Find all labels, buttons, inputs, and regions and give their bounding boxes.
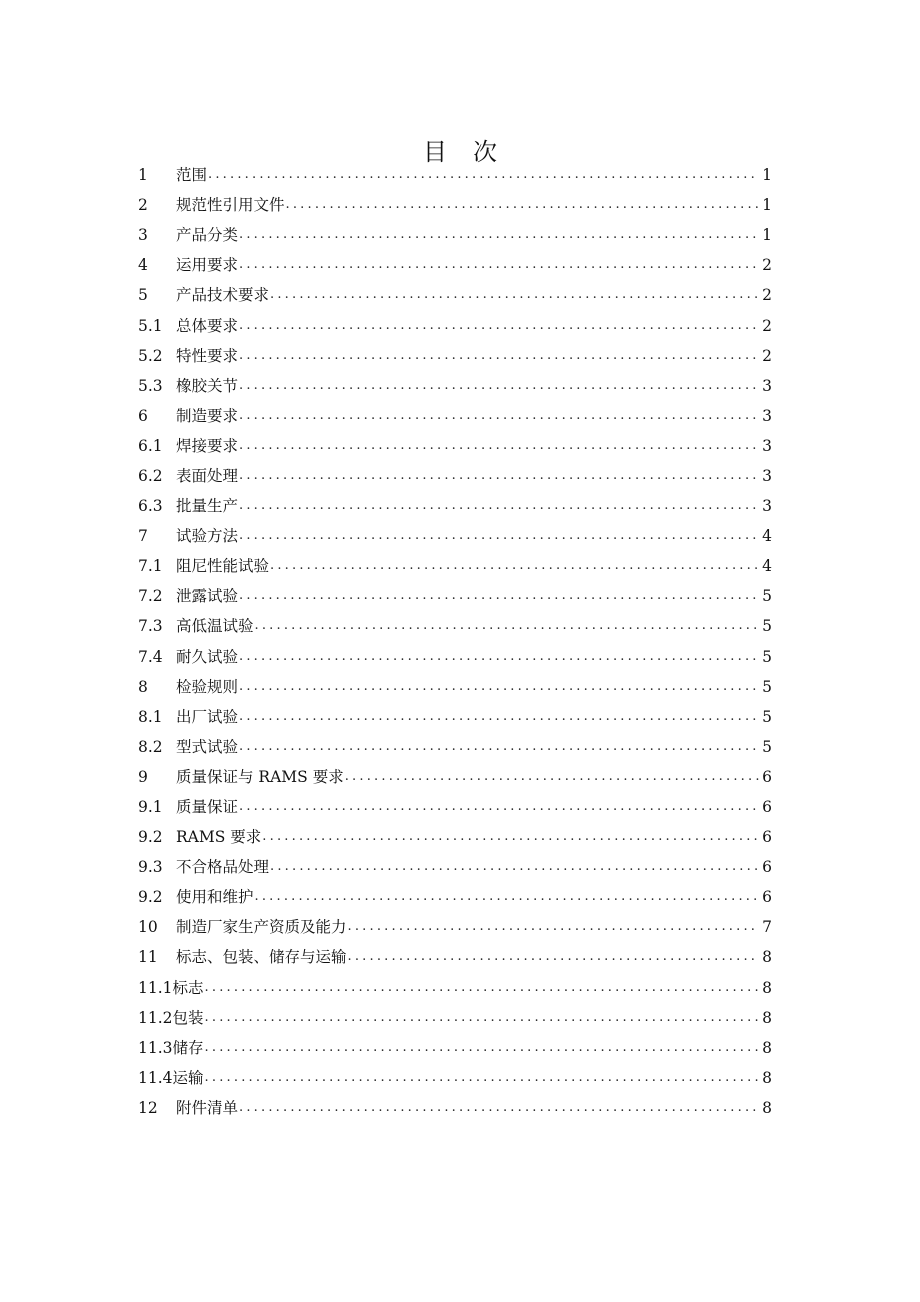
toc-entry-number: 7 <box>138 527 148 546</box>
toc-entry-number: 5 <box>138 286 148 305</box>
toc-leader-dots <box>270 551 759 581</box>
toc-entry-page: 3 <box>762 466 772 485</box>
toc-entry-number: 6 <box>138 406 148 425</box>
title-char-1: 目 <box>423 138 447 167</box>
toc-entry-label: 质量保证 <box>176 798 239 817</box>
toc-leader-dots <box>239 311 759 341</box>
toc-entry-page: 5 <box>762 707 772 726</box>
toc-entry-page: 2 <box>762 256 772 275</box>
toc-leader-dots <box>239 732 759 762</box>
toc-entry-page: 8 <box>762 978 772 997</box>
toc-leader-dots <box>205 1033 759 1063</box>
toc-entry-label: 试验方法 <box>176 527 239 546</box>
toc-entry-label: 运输 <box>172 1068 204 1087</box>
toc-entry-number: 7.3 <box>138 617 163 636</box>
toc-entry[interactable] <box>138 852 772 882</box>
toc-entry-page: 5 <box>762 677 772 696</box>
table-of-contents <box>138 160 772 1123</box>
toc-entry[interactable] <box>138 551 772 581</box>
toc-leader-dots <box>205 1003 759 1033</box>
toc-entry-label: 标志 <box>172 978 204 997</box>
toc-entry-number: 4 <box>138 256 148 275</box>
toc-entry-page: 5 <box>762 587 772 606</box>
toc-entry-label: 橡胶关节 <box>176 376 239 395</box>
toc-leader-dots <box>239 581 759 611</box>
toc-entry[interactable] <box>138 341 772 371</box>
toc-entry-label: 规范性引用文件 <box>176 196 285 215</box>
toc-entry-page: 2 <box>762 316 772 335</box>
toc-entry-number: 8.1 <box>138 707 163 726</box>
toc-entry-label: 特性要求 <box>176 346 239 365</box>
toc-entry-page: 8 <box>762 1038 772 1057</box>
toc-entry-page: 7 <box>762 918 772 937</box>
toc-entry-number: 7.2 <box>138 587 163 606</box>
toc-entry-number: 9.2 <box>138 888 163 907</box>
toc-entry-number: 3 <box>138 226 148 245</box>
toc-leader-dots <box>239 491 759 521</box>
toc-entry-number: 7.4 <box>138 647 163 666</box>
toc-entry-page: 3 <box>762 497 772 516</box>
toc-entry-label: 批量生产 <box>176 497 239 516</box>
toc-entry-page: 8 <box>762 1008 772 1027</box>
toc-entry-label: 产品分类 <box>176 226 239 245</box>
toc-entry-number: 8 <box>138 677 148 696</box>
toc-entry-label: 储存 <box>172 1038 204 1057</box>
toc-entry-number: 10 <box>138 918 158 937</box>
toc-entry[interactable] <box>138 1033 772 1063</box>
toc-entry[interactable] <box>138 611 772 641</box>
toc-entry-number: 7.1 <box>138 557 163 576</box>
toc-entry[interactable] <box>138 912 772 942</box>
toc-entry-page: 6 <box>762 858 772 877</box>
toc-leader-dots <box>239 461 759 491</box>
toc-leader-dots <box>239 642 759 672</box>
toc-entry-page: 5 <box>762 647 772 666</box>
toc-entry-label: 出厂试验 <box>176 707 239 726</box>
toc-entry-label: 附件清单 <box>176 1098 239 1117</box>
toc-entry-number: 12 <box>138 1098 158 1117</box>
toc-leader-dots <box>270 852 759 882</box>
toc-entry[interactable] <box>138 461 772 491</box>
toc-entry[interactable] <box>138 190 772 220</box>
toc-entry-number: 2 <box>138 196 148 215</box>
toc-entry-number: 9 <box>138 767 148 786</box>
toc-entry-number: 9.3 <box>138 858 163 877</box>
toc-leader-dots <box>255 882 759 912</box>
toc-entry-number: 11.3 <box>138 1038 173 1057</box>
toc-entry[interactable] <box>138 220 772 250</box>
toc-entry-label: 泄露试验 <box>176 587 239 606</box>
toc-entry-number: 6.2 <box>138 466 163 485</box>
toc-leader-dots <box>239 672 759 702</box>
toc-entry-number: 9.2 <box>138 828 163 847</box>
toc-entry-label: 高低温试验 <box>176 617 254 636</box>
toc-entry-label: 包装 <box>172 1008 204 1027</box>
toc-leader-dots <box>239 401 759 431</box>
toc-leader-dots <box>208 160 759 190</box>
toc-entry[interactable] <box>138 160 772 190</box>
toc-leader-dots <box>262 822 759 852</box>
toc-entry[interactable] <box>138 642 772 672</box>
toc-entry-number: 5.1 <box>138 316 163 335</box>
toc-entry-page: 1 <box>762 166 772 185</box>
toc-entry-page: 8 <box>762 1098 772 1117</box>
toc-entry-label: 质量保证与 RAMS 要求 <box>176 767 344 786</box>
toc-entry[interactable] <box>138 882 772 912</box>
toc-entry-label: 产品技术要求 <box>176 286 270 305</box>
toc-entry[interactable] <box>138 310 772 340</box>
toc-entry[interactable] <box>138 702 772 732</box>
toc-leader-dots <box>239 341 759 371</box>
toc-leader-dots <box>239 220 759 250</box>
toc-leader-dots <box>255 611 759 641</box>
toc-entry[interactable] <box>138 762 772 792</box>
toc-leader-dots <box>239 431 759 461</box>
toc-entry-page: 6 <box>762 888 772 907</box>
toc-entry-page: 3 <box>762 376 772 395</box>
toc-entry[interactable] <box>138 672 772 702</box>
toc-leader-dots <box>239 702 759 732</box>
toc-entry-label: 检验规则 <box>176 677 239 696</box>
toc-entry[interactable] <box>138 1063 772 1093</box>
toc-entry-label: 范围 <box>176 166 208 185</box>
toc-entry-page: 8 <box>762 948 772 967</box>
toc-leader-dots <box>286 190 759 220</box>
toc-entry-label: 耐久试验 <box>176 647 239 666</box>
toc-entry[interactable] <box>138 942 772 972</box>
toc-entry-number: 9.1 <box>138 798 163 817</box>
toc-leader-dots <box>239 371 759 401</box>
toc-leader-dots <box>239 792 759 822</box>
toc-entry[interactable] <box>138 732 772 762</box>
toc-entry-page: 8 <box>762 1068 772 1087</box>
toc-entry[interactable] <box>138 250 772 280</box>
toc-entry-number: 6.3 <box>138 497 163 516</box>
toc-entry-label: 表面处理 <box>176 466 239 485</box>
toc-leader-dots <box>239 1093 759 1123</box>
toc-entry-page: 6 <box>762 798 772 817</box>
toc-leader-dots <box>239 250 759 280</box>
toc-entry-page: 5 <box>762 617 772 636</box>
toc-leader-dots <box>270 280 759 310</box>
toc-entry-page: 3 <box>762 406 772 425</box>
toc-entry[interactable] <box>138 280 772 310</box>
toc-entry-number: 6.1 <box>138 436 163 455</box>
toc-entry[interactable] <box>138 792 772 822</box>
toc-entry-label: RAMS 要求 <box>176 828 262 847</box>
toc-entry[interactable] <box>138 491 772 521</box>
toc-entry-page: 1 <box>762 196 772 215</box>
toc-entry-number: 5.2 <box>138 346 163 365</box>
toc-entry-label: 运用要求 <box>176 256 239 275</box>
toc-entry[interactable] <box>138 581 772 611</box>
toc-leader-dots <box>205 1063 759 1093</box>
toc-entry-page: 6 <box>762 828 772 847</box>
toc-entry-page: 1 <box>762 226 772 245</box>
toc-entry[interactable] <box>138 401 772 431</box>
title-char-2: 次 <box>473 138 497 167</box>
toc-entry[interactable] <box>138 521 772 551</box>
toc-entry-label: 阻尼性能试验 <box>176 557 270 576</box>
toc-leader-dots <box>348 912 759 942</box>
toc-entry-number: 5.3 <box>138 376 163 395</box>
toc-leader-dots <box>239 521 759 551</box>
toc-entry-page: 5 <box>762 737 772 756</box>
toc-entry-label: 使用和维护 <box>176 888 254 907</box>
toc-entry-label: 总体要求 <box>176 316 239 335</box>
toc-entry[interactable] <box>138 371 772 401</box>
toc-entry-page: 4 <box>762 527 772 546</box>
toc-entry[interactable] <box>138 973 772 1003</box>
toc-entry-label: 制造厂家生产资质及能力 <box>176 918 347 937</box>
toc-entry-number: 11.1 <box>138 978 173 997</box>
toc-entry-number: 11.2 <box>138 1008 173 1027</box>
toc-entry-number: 1 <box>138 166 148 185</box>
toc-entry-number: 8.2 <box>138 737 163 756</box>
toc-entry[interactable] <box>138 1003 772 1033</box>
toc-entry-number: 11 <box>138 948 158 967</box>
toc-entry-page: 2 <box>762 346 772 365</box>
toc-entry-page: 3 <box>762 436 772 455</box>
toc-leader-dots <box>205 973 759 1003</box>
toc-entry-page: 6 <box>762 767 772 786</box>
toc-leader-dots <box>348 942 759 972</box>
toc-entry-label: 焊接要求 <box>176 436 239 455</box>
toc-entry-number: 11.4 <box>138 1068 173 1087</box>
toc-entry-label: 型式试验 <box>176 737 239 756</box>
toc-entry[interactable] <box>138 1093 772 1123</box>
toc-entry-label: 制造要求 <box>176 406 239 425</box>
toc-entry[interactable] <box>138 822 772 852</box>
toc-leader-dots <box>345 762 759 792</box>
toc-entry-label: 标志、包装、储存与运输 <box>176 948 347 967</box>
toc-entry-page: 2 <box>762 286 772 305</box>
toc-entry[interactable] <box>138 431 772 461</box>
toc-entry-label: 不合格品处理 <box>176 858 270 877</box>
toc-entry-page: 4 <box>762 557 772 576</box>
